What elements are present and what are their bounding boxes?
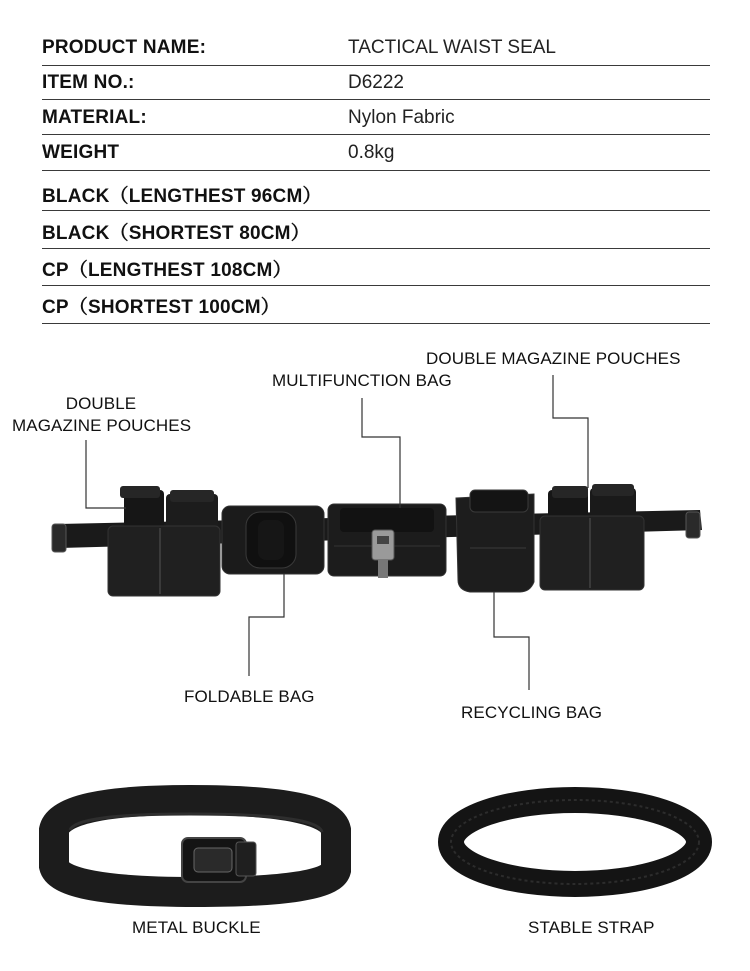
- callout-right-magazine-pouches: DOUBLE MAGAZINE POUCHES: [426, 349, 681, 368]
- recycling-bag: [456, 490, 534, 592]
- spec-key: ITEM NO.:: [42, 72, 135, 93]
- spec-value: 0.8kg: [348, 142, 395, 163]
- spec-key: BLACK（SHORTEST 80CM）: [42, 223, 310, 244]
- spec-value: TACTICAL WAIST SEAL: [348, 37, 556, 58]
- foldable-bag: [222, 506, 324, 574]
- spec-key: PRODUCT NAME:: [42, 37, 207, 58]
- spec-key: CP（LENGTHEST 108CM）: [42, 260, 292, 281]
- caption-stable-strap: STABLE STRAP: [528, 918, 655, 937]
- spec-key: MATERIAL:: [42, 107, 147, 128]
- spec-value: Nylon Fabric: [348, 107, 455, 128]
- caption-metal-buckle: METAL BUCKLE: [132, 918, 261, 937]
- spec-key: BLACK（LENGTHEST 96CM）: [42, 186, 322, 207]
- multifunction-bag: [328, 504, 446, 578]
- callout-foldable-bag: FOLDABLE BAG: [184, 687, 315, 706]
- spec-value: D6222: [348, 72, 404, 93]
- right-magazine-pouch: [540, 484, 644, 590]
- spec-key: WEIGHT: [42, 142, 120, 163]
- spec-key: CP（SHORTEST 100CM）: [42, 297, 280, 318]
- callout-left-line-2: MAGAZINE POUCHES: [12, 416, 192, 435]
- stable-strap: [451, 800, 699, 884]
- callout-recycling-bag: RECYCLING BAG: [461, 703, 603, 722]
- callout-left-magazine-pouches: [12, 393, 190, 437]
- left-magazine-pouch: [108, 486, 220, 596]
- callout-left-line-1: DOUBLE: [65, 394, 137, 413]
- callout-multifunction-bag: MULTIFUNCTION BAG: [272, 371, 452, 390]
- metal-buckle-belt: [54, 800, 336, 892]
